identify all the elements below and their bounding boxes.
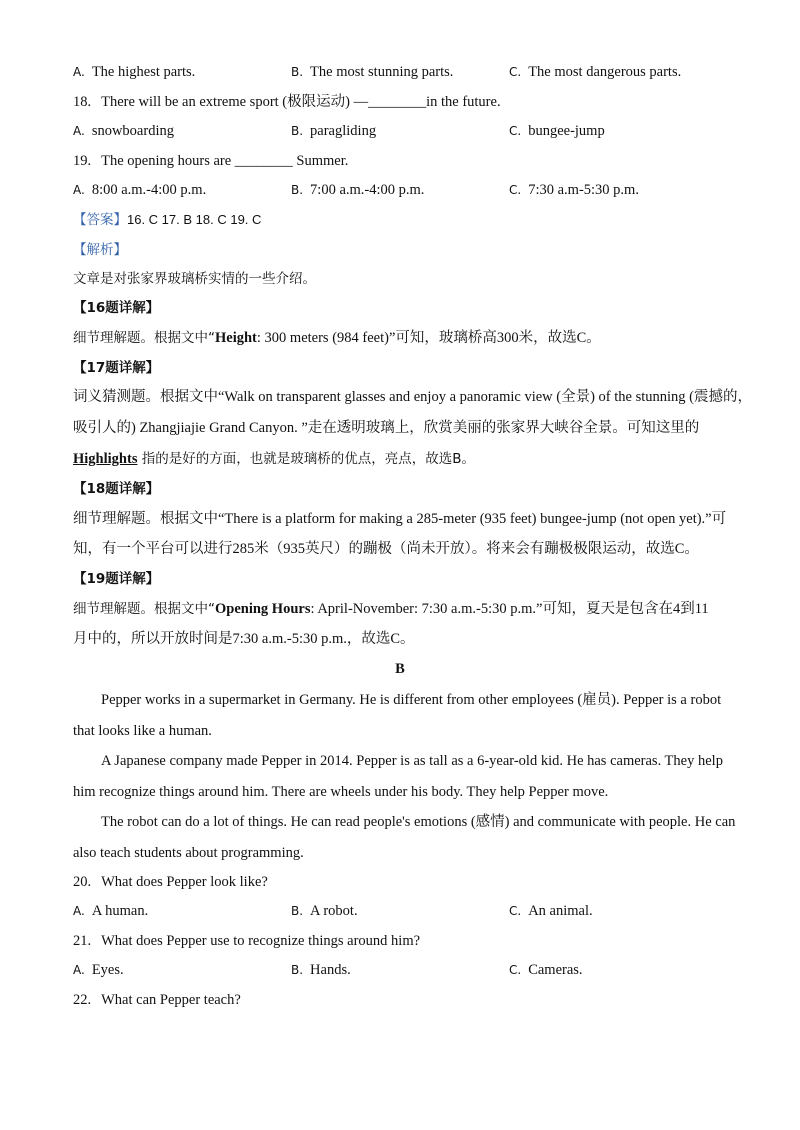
question-number: 19. (73, 153, 92, 169)
keyword-opening-hours: Opening Hours (215, 601, 311, 617)
q18-option-b[interactable] (291, 121, 376, 141)
option-letter: B. (291, 124, 304, 138)
passage-b-p2-line-1: A Japanese company made Pepper in 2014. Pepper is as tall as a 6-year-old kid. He has cameras. They help (101, 753, 723, 769)
question-number: 18. (73, 94, 92, 110)
option-letter: C. (509, 963, 522, 977)
question-text: There will be an extreme sport (极限运动) —________in the future. (101, 94, 501, 110)
option-letter: A. (73, 183, 85, 197)
q17-option-a[interactable] (73, 62, 195, 82)
q19-detail-line-2: 月中的，所以开放时间是7:30 a.m.-5:30 p.m.，故选C。 (73, 631, 415, 647)
section-b-heading: B (395, 661, 405, 677)
passage-b-p1-line-1: Pepper works in a supermarket in Germany. He is different from other employees (雇员). Pepper is a robot (101, 692, 722, 708)
q17-detail-line-2: 吸引人的) Zhangjiajie Grand Canyon. ”走在透明玻璃上，欣赏美丽的张家界大峡谷全景。可知这里的 (73, 420, 700, 436)
option-letter: A. (73, 124, 85, 138)
passage-b-p1-line-2: that looks like a human. (73, 723, 212, 739)
option-letter: B. (291, 183, 304, 197)
q18-detail-title: 【18题详解】 (73, 481, 160, 497)
keyword-highlights: Highlights (73, 451, 138, 467)
option-text: The most stunning parts. (310, 64, 454, 80)
option-letter: A. (73, 963, 85, 977)
option-text: The most dangerous parts. (528, 64, 682, 80)
analysis-label: 【解析】 (73, 242, 127, 258)
option-letter: B. (291, 65, 304, 79)
q19-option-b[interactable] (291, 180, 424, 200)
question-number: 22. (73, 992, 92, 1008)
question-number: 21. (73, 933, 92, 949)
q17-detail-line-1: 词义猜测题。根据文中“Walk on transparent glasses and enjoy a panoramic view (全景) of the stunning (震撼的， (73, 389, 752, 405)
text-segment: 细节理解题。根据文中“ (73, 601, 215, 617)
q16-detail-title: 【16题详解】 (73, 300, 160, 316)
text-segment: 指的是好的方面，也就是玻璃桥的优点，亮点，故选B。 (137, 451, 476, 467)
q20-option-a[interactable] (73, 901, 148, 921)
q19-detail-line-1 (73, 599, 760, 619)
answer-text: 16. C 17. B 18. C 19. C (127, 212, 262, 227)
q17-detail-title: 【17题详解】 (73, 360, 160, 376)
question-text: What does Pepper look like? (101, 874, 268, 890)
q18-option-a[interactable] (73, 121, 174, 141)
option-letter: C. (509, 65, 522, 79)
option-text: 7:00 a.m.-4:00 p.m. (310, 182, 425, 198)
option-text: A human. (91, 903, 149, 919)
q19-detail-title: 【19题详解】 (73, 571, 160, 587)
option-text: 8:00 a.m.-4:00 p.m. (91, 182, 207, 198)
q21-option-b[interactable] (291, 960, 351, 980)
text-segment: 细节理解题。根据文中“ (73, 330, 215, 346)
option-text: bungee-jump (528, 123, 605, 139)
passage-b-p2-line-2: him recognize things around him. There are wheels under his body. They help Pepper move. (73, 784, 609, 800)
q17-detail-line-3 (73, 449, 760, 469)
option-text: Hands. (310, 962, 351, 978)
q18-detail-line-1: 细节理解题。根据文中“There is a platform for making a 285-meter (935 feet) bungee-jump (not open yet).”可 (73, 511, 727, 527)
option-text: A robot. (310, 903, 358, 919)
q19-option-a[interactable] (73, 180, 206, 200)
q17-option-b[interactable] (291, 62, 453, 82)
keyword-height: Height (215, 330, 257, 346)
q20-option-b[interactable] (291, 901, 358, 921)
option-text: 7:30 a.m-5:30 p.m. (528, 182, 639, 198)
answer-label: 【答案】 (73, 212, 127, 228)
question-text: The opening hours are ________ Summer. (101, 153, 349, 169)
q16-detail-text (73, 328, 760, 348)
passage-b-p3-line-2: also teach students about programming. (73, 845, 304, 861)
option-text: snowboarding (91, 123, 174, 139)
question-number: 20. (73, 874, 92, 890)
passage-b-p3-line-1: The robot can do a lot of things. He can read people's emotions (感情) and communicate with people. He can (101, 814, 736, 830)
option-text: Eyes. (91, 962, 124, 978)
option-letter: C. (509, 124, 522, 138)
q19-option-c[interactable] (509, 180, 639, 200)
q17-option-c[interactable] (509, 62, 681, 82)
q18-option-c[interactable] (509, 121, 605, 141)
option-text: The highest parts. (91, 64, 196, 80)
option-letter: B. (291, 963, 304, 977)
option-letter: C. (509, 904, 522, 918)
option-letter: B. (291, 904, 304, 918)
option-letter: A. (73, 904, 85, 918)
answer-line (73, 210, 760, 230)
option-letter: C. (509, 183, 522, 197)
text-segment: : 300 meters (984 feet)”可知，玻璃桥高300米，故选C。 (256, 330, 601, 346)
analysis-intro: 文章是对张家界玻璃桥实情的一些介绍。 (73, 271, 316, 287)
option-text: An animal. (528, 903, 593, 919)
q19-stem (73, 151, 760, 171)
q20-stem (73, 872, 760, 892)
q21-stem (73, 931, 760, 951)
q18-stem (73, 92, 760, 112)
q18-detail-line-2: 知，有一个平台可以进行285米（935英尺）的蹦极（尚未开放）。将来会有蹦极极限运动，故选C。 (73, 541, 699, 557)
question-text: What does Pepper use to recognize things around him? (101, 933, 421, 949)
q20-option-c[interactable] (509, 901, 593, 921)
q22-stem (73, 990, 760, 1010)
q21-option-c[interactable] (509, 960, 583, 980)
option-letter: A. (73, 65, 85, 79)
question-text: What can Pepper teach? (101, 992, 241, 1008)
option-text: paragliding (310, 123, 377, 139)
text-segment: : April-November: 7:30 a.m.-5:30 p.m.”可知，夏天是包含在4到11 (310, 601, 709, 617)
option-text: Cameras. (528, 962, 583, 978)
q21-option-a[interactable] (73, 960, 124, 980)
